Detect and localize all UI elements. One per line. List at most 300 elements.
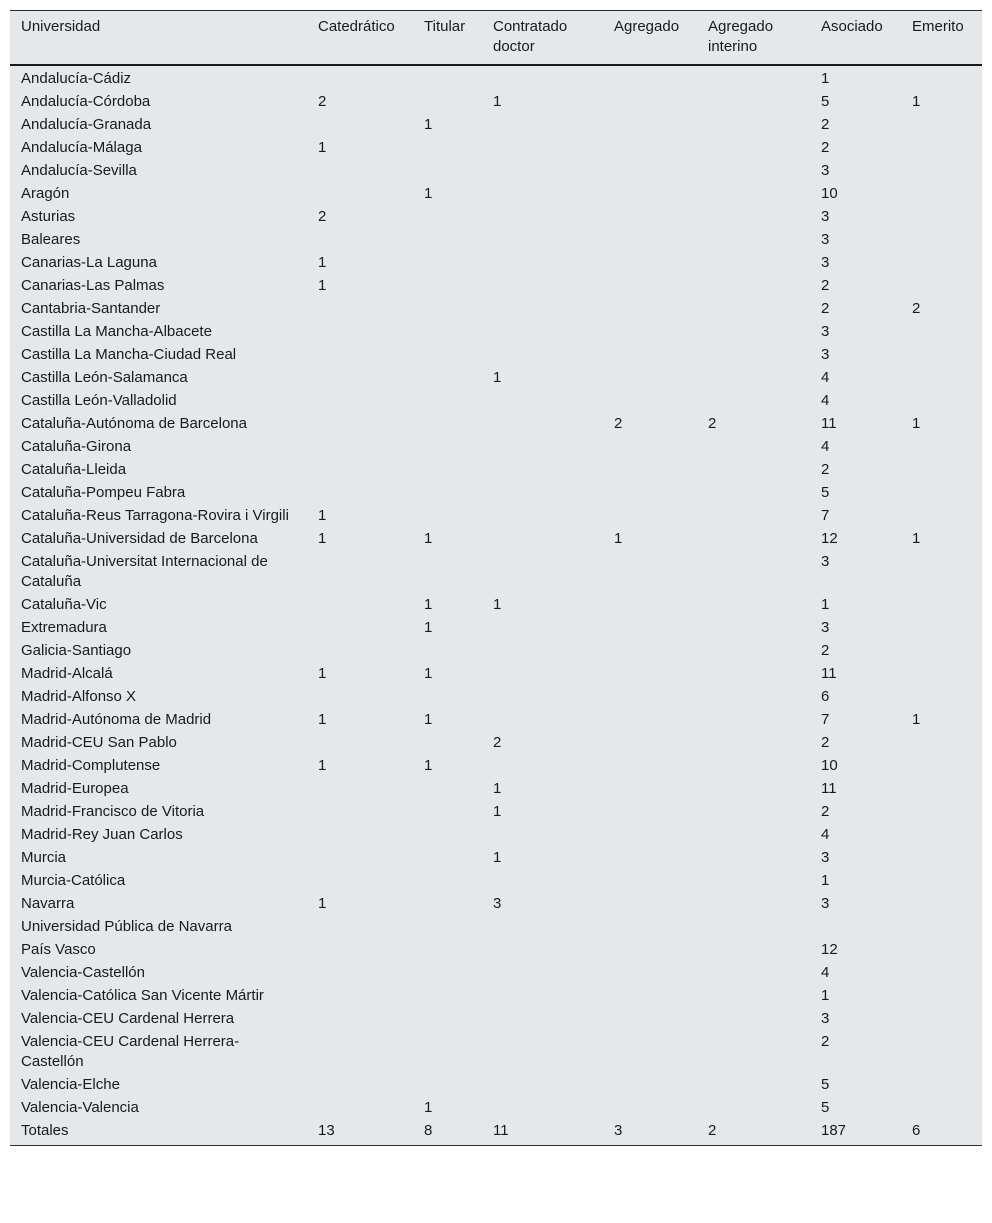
table-header [10,11,982,65]
cell-emerito: 6 [912,1122,921,1139]
cell-contratado-doctor: 2 [493,734,502,751]
cell-agregado [603,870,697,893]
cell-catedratico: 1 [318,895,327,912]
cell-agregado [603,436,697,459]
cell-asociado: 4 [821,369,830,386]
table-row [10,321,982,344]
table-body [10,65,982,1145]
cell-titular [413,1074,482,1097]
cell-agregado [603,893,697,916]
cell-catedratico [307,298,413,321]
cell-catedratico [307,686,413,709]
cell-catedratico [307,594,413,617]
cell-contratado-doctor [482,1031,603,1074]
cell-agregado [603,252,697,275]
cell-contratado-doctor [482,528,603,551]
cell-agregado-interino [697,321,810,344]
cell-universidad: Madrid-Alcalá [21,665,113,682]
cell-contratado-doctor [482,482,603,505]
cell-titular [413,824,482,847]
cell-agregado-interino [697,367,810,390]
cell-catedratico: 1 [318,665,327,682]
cell-catedratico [307,482,413,505]
cell-catedratico [307,847,413,870]
cell-agregado-interino [697,939,810,962]
cell-agregado-interino: 2 [708,415,717,432]
cell-agregado [603,686,697,709]
table-row [10,755,982,778]
table-row [10,298,982,321]
cell-emerito [901,551,982,594]
cell-agregado [603,321,697,344]
cell-emerito [901,252,982,275]
cell-emerito [901,732,982,755]
cell-universidad: Asturias [21,208,76,225]
table-row [10,663,982,686]
university-staff-table-container [10,10,982,1146]
cell-titular [413,686,482,709]
cell-agregado-interino [697,1031,810,1074]
cell-universidad: Castilla León-Valladolid [21,392,177,409]
totals-row [10,1120,982,1145]
cell-contratado-doctor: 3 [493,895,502,912]
cell-asociado: 7 [821,507,830,524]
cell-titular [413,459,482,482]
cell-catedratico [307,321,413,344]
cell-agregado-interino [697,482,810,505]
table-row [10,640,982,663]
cell-titular [413,229,482,252]
table-row [10,65,982,91]
cell-emerito [901,617,982,640]
table-row [10,985,982,1008]
cell-asociado: 4 [821,826,830,843]
cell-universidad: Extremadura [21,619,107,636]
cell-universidad: Valencia-CEU Cardenal Herrera-Castellón [21,1033,240,1070]
cell-catedratico [307,939,413,962]
cell-agregado [603,459,697,482]
cell-catedratico [307,778,413,801]
cell-emerito: 1 [912,530,921,547]
cell-emerito [901,663,982,686]
table-row [10,114,982,137]
cell-asociado: 2 [821,461,830,478]
cell-catedratico: 1 [318,277,327,294]
cell-titular: 1 [424,185,433,202]
cell-agregado-interino [697,528,810,551]
cell-catedratico: 1 [318,507,327,524]
cell-agregado [603,709,697,732]
cell-emerito [901,367,982,390]
cell-asociado: 3 [821,208,830,225]
cell-agregado: 2 [614,415,623,432]
cell-titular: 1 [424,596,433,613]
cell-asociado: 2 [821,300,830,317]
cell-titular [413,206,482,229]
table-row [10,275,982,298]
cell-universidad: Galicia-Santiago [21,642,132,659]
cell-contratado-doctor: 1 [493,93,502,110]
table-row [10,206,982,229]
cell-contratado-doctor [482,298,603,321]
cell-titular [413,985,482,1008]
cell-emerito [901,686,982,709]
cell-agregado-interino [697,824,810,847]
cell-catedratico [307,459,413,482]
cell-emerito [901,183,982,206]
cell-catedratico: 13 [318,1122,335,1139]
cell-emerito [901,594,982,617]
cell-contratado-doctor: 1 [493,803,502,820]
cell-titular [413,252,482,275]
cell-titular: 1 [424,619,433,636]
cell-emerito [901,321,982,344]
cell-asociado: 187 [821,1122,847,1139]
table-row [10,1074,982,1097]
cell-agregado [603,160,697,183]
cell-contratado-doctor [482,824,603,847]
cell-catedratico [307,1008,413,1031]
cell-contratado-doctor [482,413,603,436]
cell-agregado-interino [697,1097,810,1120]
cell-contratado-doctor [482,939,603,962]
cell-universidad: Cataluña-Pompeu Fabra [21,484,186,501]
cell-universidad: Valencia-Castellón [21,964,145,981]
cell-emerito [901,459,982,482]
cell-asociado: 5 [821,484,830,501]
table-row [10,870,982,893]
cell-contratado-doctor [482,1074,603,1097]
cell-emerito: 1 [912,711,921,728]
cell-catedratico [307,732,413,755]
cell-titular [413,847,482,870]
cell-asociado: 2 [821,116,830,133]
cell-agregado [603,985,697,1008]
table-row [10,160,982,183]
cell-contratado-doctor [482,916,603,939]
table-row [10,824,982,847]
cell-agregado-interino [697,663,810,686]
cell-catedratico [307,824,413,847]
cell-agregado [603,801,697,824]
cell-asociado: 1 [821,987,830,1004]
cell-contratado-doctor [482,436,603,459]
cell-catedratico [307,985,413,1008]
cell-titular: 1 [424,530,433,547]
cell-asociado: 12 [821,530,838,547]
cell-universidad: Canarias-La Laguna [21,254,157,271]
cell-agregado-interino [697,755,810,778]
cell-agregado [603,137,697,160]
cell-agregado-interino [697,617,810,640]
cell-emerito [901,755,982,778]
cell-catedratico [307,1074,413,1097]
cell-agregado [603,344,697,367]
header-asociado: Asociado [810,11,901,65]
cell-agregado-interino [697,1008,810,1031]
cell-emerito [901,275,982,298]
cell-agregado-interino [697,91,810,114]
cell-asociado: 4 [821,964,830,981]
cell-universidad: Cataluña-Lleida [21,461,127,478]
header-agregado-interino: Agregado interino [697,11,810,65]
cell-universidad: Totales [21,1122,69,1139]
cell-emerito [901,229,982,252]
cell-asociado: 11 [821,780,837,797]
cell-universidad: Castilla León-Salamanca [21,369,188,386]
cell-emerito [901,778,982,801]
cell-emerito [901,801,982,824]
cell-emerito [901,824,982,847]
table-row [10,939,982,962]
header-titular: Titular [413,11,482,65]
cell-agregado-interino [697,801,810,824]
cell-emerito [901,114,982,137]
cell-agregado-interino [697,847,810,870]
cell-titular [413,801,482,824]
cell-asociado: 3 [821,895,830,912]
cell-emerito [901,482,982,505]
cell-contratado-doctor [482,551,603,594]
cell-agregado-interino [697,686,810,709]
cell-emerito [901,893,982,916]
cell-titular: 1 [424,711,433,728]
cell-titular [413,65,482,91]
cell-agregado-interino [697,1074,810,1097]
cell-agregado-interino [697,436,810,459]
cell-titular [413,137,482,160]
cell-titular: 1 [424,1099,433,1116]
cell-catedratico [307,344,413,367]
cell-catedratico [307,413,413,436]
cell-catedratico [307,367,413,390]
table-row [10,390,982,413]
cell-emerito [901,1008,982,1031]
cell-universidad: Andalucía-Cádiz [21,70,132,87]
cell-agregado-interino [697,459,810,482]
cell-catedratico [307,436,413,459]
table-row [10,916,982,939]
cell-titular [413,732,482,755]
cell-agregado [603,778,697,801]
cell-agregado [603,551,697,594]
cell-asociado: 3 [821,254,830,271]
cell-titular [413,939,482,962]
table-row [10,617,982,640]
header-contratado-doctor: Contratado doctor [482,11,603,65]
table-row [10,962,982,985]
cell-agregado-interino: 2 [708,1122,717,1139]
cell-agregado [603,206,697,229]
cell-universidad: Cataluña-Autónoma de Barcelona [21,415,247,432]
cell-emerito [901,847,982,870]
cell-agregado [603,640,697,663]
cell-agregado [603,939,697,962]
cell-catedratico [307,229,413,252]
cell-agregado-interino [697,640,810,663]
cell-contratado-doctor [482,137,603,160]
cell-titular [413,413,482,436]
table-row [10,344,982,367]
cell-contratado-doctor: 1 [493,369,502,386]
cell-agregado-interino [697,390,810,413]
cell-asociado: 10 [821,757,838,774]
cell-agregado [603,732,697,755]
cell-agregado-interino [697,114,810,137]
cell-universidad: País Vasco [21,941,96,958]
cell-titular [413,344,482,367]
table-row [10,183,982,206]
cell-catedratico: 2 [318,208,327,225]
cell-contratado-doctor [482,65,603,91]
table-row [10,709,982,732]
cell-emerito: 2 [912,300,921,317]
cell-universidad: Valencia-Elche [21,1076,120,1093]
cell-universidad: Andalucía-Málaga [21,139,142,156]
cell-catedratico: 2 [318,93,327,110]
cell-titular [413,160,482,183]
table-row [10,732,982,755]
cell-titular [413,436,482,459]
cell-emerito [901,160,982,183]
cell-contratado-doctor [482,870,603,893]
cell-universidad: Valencia-Católica San Vicente Mártir [21,987,264,1004]
cell-asociado: 2 [821,734,830,751]
cell-asociado: 2 [821,642,830,659]
cell-universidad: Madrid-Europea [21,780,129,797]
cell-agregado [603,505,697,528]
cell-catedratico: 1 [318,711,327,728]
cell-catedratico [307,640,413,663]
cell-emerito [901,1097,982,1120]
cell-agregado [603,962,697,985]
table-row [10,1008,982,1031]
cell-titular: 8 [424,1122,433,1139]
cell-contratado-doctor [482,344,603,367]
cell-agregado-interino [697,344,810,367]
cell-emerito [901,916,982,939]
cell-asociado: 3 [821,323,830,340]
cell-contratado-doctor [482,229,603,252]
cell-titular [413,367,482,390]
cell-contratado-doctor [482,755,603,778]
cell-agregado-interino [697,275,810,298]
cell-agregado-interino [697,229,810,252]
cell-contratado-doctor [482,686,603,709]
cell-universidad: Murcia-Católica [21,872,126,889]
cell-agregado [603,114,697,137]
cell-contratado-doctor [482,505,603,528]
cell-emerito: 1 [912,93,921,110]
cell-contratado-doctor [482,617,603,640]
cell-emerito [901,436,982,459]
cell-titular [413,893,482,916]
table-row [10,459,982,482]
cell-agregado-interino [697,137,810,160]
cell-catedratico [307,183,413,206]
cell-agregado-interino [697,505,810,528]
cell-titular [413,298,482,321]
cell-universidad: Madrid-Alfonso X [21,688,137,705]
cell-emerito [901,962,982,985]
cell-asociado: 3 [821,231,830,248]
cell-agregado [603,229,697,252]
cell-emerito [901,65,982,91]
table-row [10,528,982,551]
table-row [10,1097,982,1120]
cell-agregado [603,298,697,321]
cell-asociado: 7 [821,711,830,728]
cell-contratado-doctor [482,962,603,985]
cell-emerito [901,985,982,1008]
cell-contratado-doctor [482,985,603,1008]
cell-universidad: Cataluña-Girona [21,438,132,455]
cell-agregado [603,65,697,91]
cell-emerito [901,344,982,367]
cell-universidad: Canarias-Las Palmas [21,277,165,294]
cell-contratado-doctor [482,1008,603,1031]
cell-asociado: 3 [821,553,830,570]
cell-contratado-doctor [482,183,603,206]
cell-agregado [603,390,697,413]
table-row [10,413,982,436]
cell-asociado: 2 [821,1033,830,1050]
cell-agregado [603,275,697,298]
table-row [10,551,982,594]
cell-emerito [901,505,982,528]
cell-catedratico [307,916,413,939]
cell-titular [413,1031,482,1074]
cell-catedratico [307,962,413,985]
header-row [10,11,982,65]
cell-agregado [603,755,697,778]
cell-agregado-interino [697,709,810,732]
cell-catedratico: 1 [318,757,327,774]
cell-contratado-doctor [482,275,603,298]
cell-contratado-doctor [482,160,603,183]
cell-agregado-interino [697,732,810,755]
cell-agregado-interino [697,985,810,1008]
cell-emerito [901,939,982,962]
cell-emerito [901,390,982,413]
cell-asociado: 5 [821,1099,830,1116]
cell-asociado: 5 [821,1076,830,1093]
cell-universidad: Baleares [21,231,81,248]
cell-asociado: 4 [821,392,830,409]
cell-universidad: Navarra [21,895,75,912]
cell-titular: 1 [424,757,433,774]
cell-emerito [901,870,982,893]
cell-agregado [603,617,697,640]
cell-emerito [901,137,982,160]
cell-catedratico: 1 [318,254,327,271]
cell-titular [413,551,482,594]
cell-agregado: 3 [614,1122,623,1139]
cell-agregado-interino [697,594,810,617]
cell-universidad: Andalucía-Sevilla [21,162,137,179]
cell-asociado: 10 [821,185,838,202]
cell-agregado [603,663,697,686]
cell-titular [413,870,482,893]
cell-universidad: Valencia-CEU Cardenal Herrera [21,1010,235,1027]
cell-asociado: 3 [821,849,830,866]
table-row [10,436,982,459]
table-row [10,137,982,160]
table-row [10,1031,982,1074]
cell-emerito [901,206,982,229]
header-agregado: Agregado [603,11,697,65]
cell-contratado-doctor: 1 [493,849,502,866]
